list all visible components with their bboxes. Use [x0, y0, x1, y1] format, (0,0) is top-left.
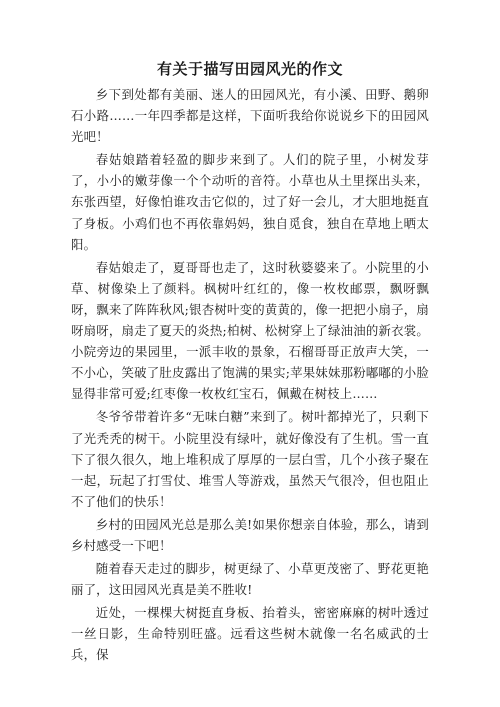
- document-page: [71, 58, 429, 668]
- paragraph-trees: 近处，一棵棵大树挺直身板、抬着头，密密麻麻的树叶透过一丝日影，生命特别旺盛。远看这些树木就像一名名威武的士兵，保: [71, 605, 429, 663]
- paragraph-spring-steps: 随着春天走过的脚步，树更绿了、小草更茂密了、野花更艳丽了，这田园风光真是美不胜收!: [71, 561, 429, 598]
- paragraph-autumn: 春姑娘走了，夏哥哥也走了，这时秋婆婆来了。小院里的小草、树像染上了颜料。枫树叶红红的，像一枚枚邮票，飘呀飘呀，飘来了阵阵秋风;银杏树叶变的黄黄的，像一把把小扇子，扇呀扇呀，扇走了夏天的炎热;柏树、松树穿上了绿油油的新衣裳。小院旁边的果园里，一派丰收的景象，石榴哥哥正放声大笑，一不小心，笑破了肚皮露出了饱满的果实;苹果妹妹那粉嘟嘟的小脸显得非常可爱;红枣像一枚枚红宝石，佩戴在树枝上……: [71, 259, 429, 402]
- paragraph-winter: 冬爷爷带着许多“无味白糖”来到了。树叶都掉光了，只剩下了光秃秃的树干。小院里没有绿叶，就好像没有了生机。雪一直下了很久很久，地上堆积成了厚厚的一层白雪，几个小孩子聚在一起，玩起了打雪仗、堆雪人等游戏，虽然天气很冷，但也阻止不了他们的快乐！: [71, 409, 429, 509]
- paragraph-invitation: 乡村的田园风光总是那么美!如果你想亲自体验，那么，请到乡村感受一下吧！: [71, 516, 429, 553]
- paragraph-spring: 春姑娘踏着轻盈的脚步来到了。人们的院子里，小树发芽了，小小的嫩芽像一个个动听的音符。小草也从土里探出头来，东张西望，好像怕谁攻击它似的，过了好一会儿，才大胆地挺直了身板。小鸡们也不再依靠妈妈，独自觅食，独自在草地上晒太阳。: [71, 152, 429, 252]
- paragraph-intro: 乡下到处都有美丽、迷人的田园风光，有小溪、田野、鹅卵石小路……一年四季都是这样，下面听我给你说说乡下的田园风光吧！: [71, 87, 429, 145]
- document-title: 有关于描写田园风光的作文: [156, 60, 343, 78]
